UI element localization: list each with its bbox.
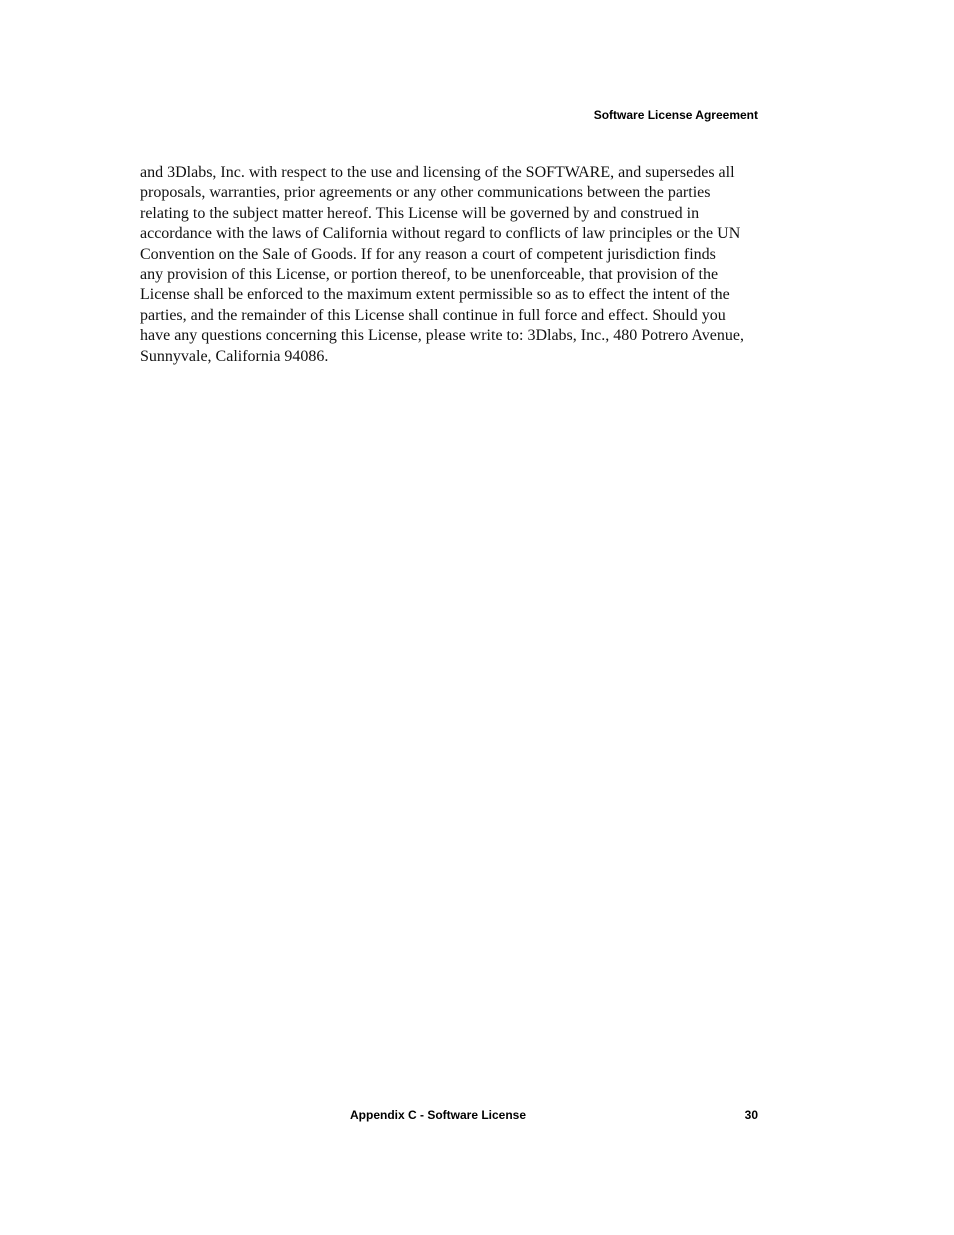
body-line: proposals, warranties, prior agreements or any other communications between the parties (140, 184, 711, 202)
body-line: any provision of this License, or portion thereof, to be unenforceable, that provision of the (140, 266, 719, 284)
body-line: have any questions concerning this License, please write to: 3Dlabs, Inc., 480 Potrero Avenue, (140, 327, 744, 345)
body-line: relating to the subject matter hereof. This License will be governed by and construed in (140, 204, 700, 222)
body-line: License shall be enforced to the maximum extent permissible so as to effect the intent of the (140, 286, 730, 304)
body-line: accordance with the laws of California without regard to conflicts of law principles or the UN (140, 225, 741, 243)
running-header: Software License Agreement (593, 108, 758, 122)
body-line: and 3Dlabs, Inc. with respect to the use and licensing of the SOFTWARE, and supersedes all (140, 164, 735, 181)
running-footer: Appendix C - Software License (350, 1108, 527, 1122)
body-line: Convention on the Sale of Goods. If for any reason a court of competent jurisdiction finds (140, 245, 716, 263)
body-line: parties, and the remainder of this License shall continue in full force and effect. Should you (140, 306, 726, 324)
body-paragraph (140, 163, 758, 367)
page-number: 30 (744, 1108, 758, 1122)
body-line: Sunnyvale, California 94086. (140, 347, 329, 365)
